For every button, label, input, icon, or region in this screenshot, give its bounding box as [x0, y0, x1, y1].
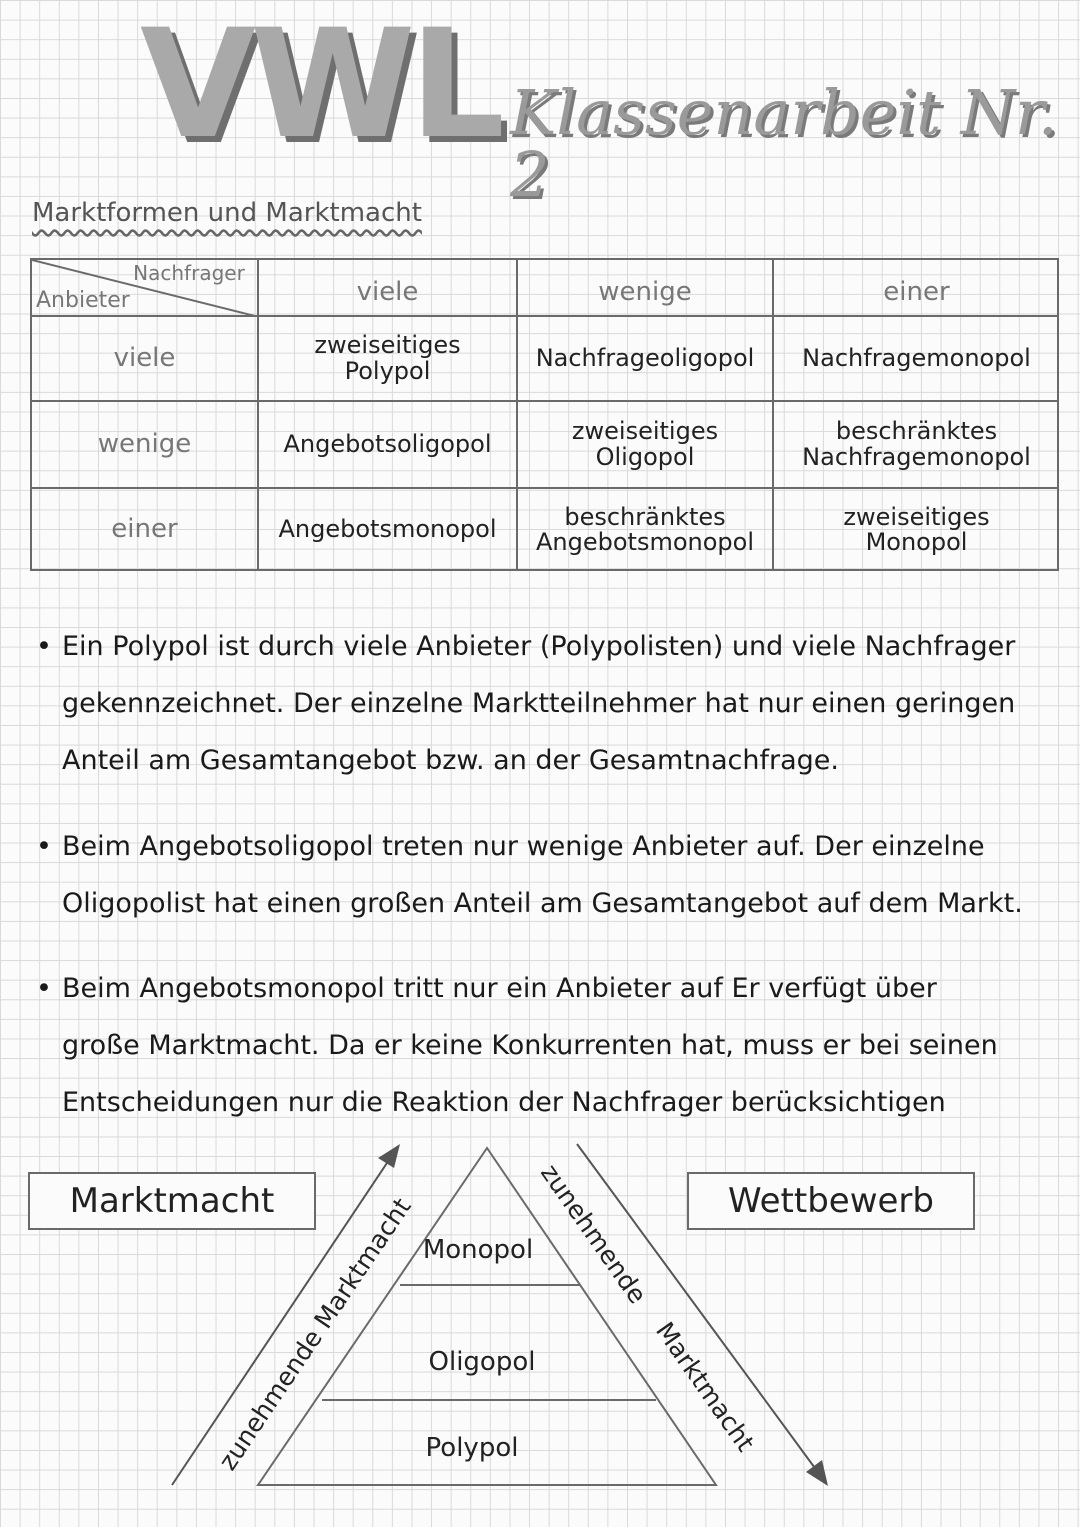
- left-arrow-line: [172, 1154, 393, 1485]
- table-cell: [774, 402, 1059, 487]
- bullet-line: Beim Angebotsoligopol treten nur wenige Anbieter auf. Der einzelne: [62, 831, 985, 862]
- market-forms-table: [30, 258, 1059, 571]
- table-cell: [518, 489, 772, 571]
- left-arrow-label: zunehmende Marktmacht: [212, 1192, 417, 1476]
- cell-text: zweiseitiges: [571, 417, 719, 446]
- cell-text: Polypol: [344, 356, 431, 385]
- column-header: wenige: [598, 277, 692, 308]
- cell-text: beschränktes: [835, 417, 998, 446]
- cell-text: zweiseitiges: [314, 331, 461, 360]
- column-header: einer: [883, 277, 950, 308]
- cell-text: Angebotsoligopol: [283, 429, 492, 458]
- table-cell: [774, 489, 1059, 571]
- table-cell: [259, 402, 516, 487]
- bullet-dot: •: [36, 973, 52, 1004]
- pyramid-level-monopol: Monopol: [422, 1235, 534, 1265]
- right-arrow-label: Marktmacht: [650, 1316, 761, 1457]
- bullet-dot: •: [36, 831, 52, 862]
- cell-text: Angebotsmonopol: [278, 515, 497, 544]
- bullet-line: gekennzeichnet. Der einzelne Marktteilnehmer hat nur einen geringen: [62, 688, 1016, 719]
- box-label: Marktmacht: [69, 1181, 275, 1221]
- table-cell: [259, 489, 516, 571]
- cell-text: zweiseitiges: [843, 502, 990, 531]
- bullet-line: Oligopolist hat einen großen Anteil am Gesamtangebot auf dem Markt.: [62, 888, 1023, 919]
- row-header: wenige: [97, 428, 192, 459]
- bullet-line: große Marktmacht. Da er keine Konkurrenten hat, muss er bei seinen: [62, 1030, 998, 1061]
- pyramid-level-oligopol: Oligopol: [428, 1347, 536, 1377]
- page-title: VWL: [140, 0, 500, 172]
- cell-text: beschränktes: [564, 502, 726, 531]
- cell-text: Nachfragemonopol: [802, 343, 1031, 372]
- box-label: Wettbewerb: [728, 1181, 934, 1221]
- corner-label-supply: Anbieter: [36, 288, 130, 314]
- table-cell: [518, 317, 772, 400]
- bullet-paragraph: [36, 818, 1066, 936]
- section-heading: Marktformen und Marktmacht: [32, 198, 422, 228]
- pyramid-level-polypol: Polypol: [425, 1433, 519, 1463]
- bullet-dot: •: [36, 631, 52, 662]
- right-arrow-label: zunehmende: [535, 1158, 653, 1309]
- bullet-paragraph: [36, 618, 1066, 793]
- bullet-line: Beim Angebotsmonopol tritt nur ein Anbieter auf Er verfügt über: [62, 973, 937, 1004]
- row-header: einer: [111, 514, 178, 545]
- cell-text: Angebotsmonopol: [535, 528, 754, 556]
- corner-label-demand: Nachfrager: [133, 260, 245, 285]
- left-arrow-head: [378, 1144, 400, 1168]
- cell-text: Oligopol: [595, 442, 695, 471]
- table-cell: [259, 317, 516, 400]
- cell-text: Nachfragemonopol: [802, 442, 1031, 471]
- table-cell: [774, 317, 1059, 400]
- row-header: viele: [113, 342, 176, 373]
- market-pyramid-diagram: [0, 1130, 1080, 1527]
- bullet-line: Entscheidungen nur die Reaktion der Nachfrager berücksichtigen: [62, 1087, 946, 1118]
- bullet-paragraph: [36, 960, 1066, 1135]
- cell-text: Monopol: [865, 528, 968, 556]
- cell-text: Nachfrageoligopol: [535, 343, 755, 372]
- page-subtitle: Klassenarbeit Nr. 2: [510, 76, 1058, 211]
- bullet-line: Ein Polypol ist durch viele Anbieter (Polypolisten) und viele Nachfrager: [62, 631, 1016, 662]
- column-header: viele: [356, 277, 419, 308]
- right-arrow-head: [806, 1460, 828, 1486]
- bullet-line: Anteil am Gesamtangebot bzw. an der Gesamtnachfrage.: [62, 745, 839, 776]
- table-cell: [518, 402, 772, 487]
- right-arrow-line: [577, 1144, 820, 1475]
